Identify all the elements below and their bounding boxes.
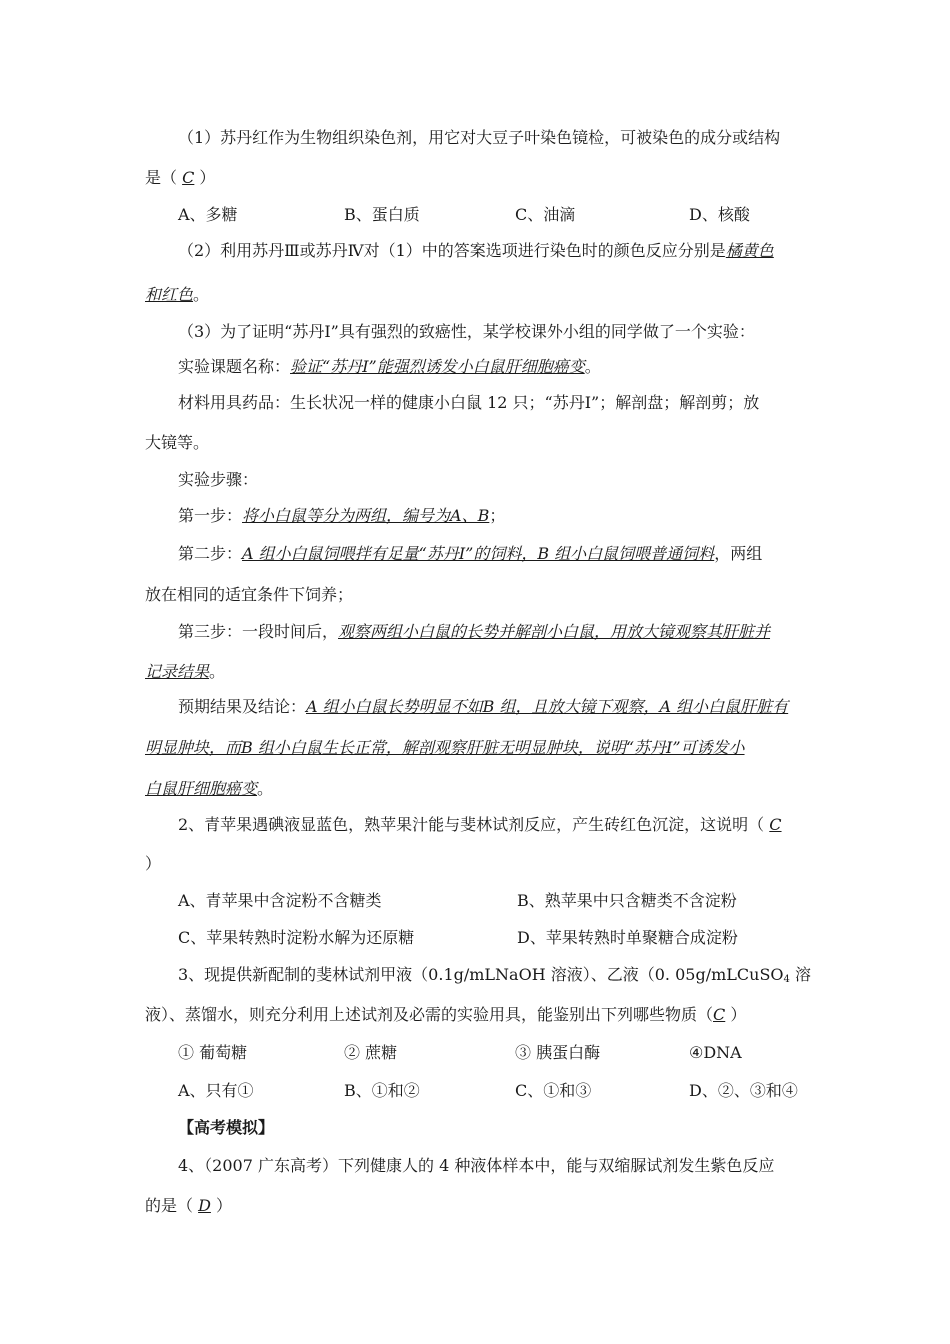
step3-answer-b: 记录结果 [145, 662, 210, 681]
steps-label: 实验步骤： [178, 470, 259, 489]
step2-line1: 第二步：A 组小白鼠饲喂拌有足量“苏丹Ⅰ”的饲料，B 组小白鼠饲喂普通饲料，两组 [178, 544, 763, 563]
step2-line2: 放在相同的适宜条件下饲养； [145, 585, 354, 604]
q2-answer: C [769, 815, 782, 834]
step2-answer: A 组小白鼠饲喂拌有足量“苏丹Ⅰ”的饲料，B 组小白鼠饲喂普通饲料 [242, 544, 715, 563]
result-line3: 白鼠肝细胞癌变。 [145, 779, 274, 798]
q1-option-d: D、核酸 [689, 205, 750, 224]
step3-answer-a: 观察两组小白鼠的长势并解剖小白鼠，用放大镜观察其肝脏并 [338, 622, 771, 641]
materials-line2: 大镜等。 [145, 433, 210, 452]
q2-option-c: C、苹果转熟时淀粉水解为还原糖 [178, 928, 415, 947]
experiment-title-answer: 验证“苏丹Ⅰ”能强烈诱发小白鼠肝细胞癌变 [290, 357, 585, 376]
q2-option-b: B、熟苹果中只含糖类不含淀粉 [517, 891, 737, 910]
section-header: 【高考模拟】 [178, 1118, 275, 1137]
q1-option-b: B、蛋白质 [344, 205, 420, 224]
q1-part2-line1: （2）利用苏丹Ⅲ或苏丹Ⅳ对（1）中的答案选项进行染色时的颜色反应分别是橘黄色 [178, 241, 774, 260]
experiment-title-line: 实验课题名称：验证“苏丹Ⅰ”能强烈诱发小白鼠肝细胞癌变。 [178, 357, 601, 376]
q1-part2-answer-b: 和红色 [145, 285, 194, 304]
q2-option-a: A、青苹果中含淀粉不含糖类 [178, 891, 382, 910]
q1-part1-line1: （1）苏丹红作为生物组织染色剂，用它对大豆子叶染色镜检，可被染色的成分或结构 [178, 128, 781, 147]
q2-line2: ） [145, 854, 162, 873]
q3-line1: 3、现提供新配制的斐林试剂甲液（0.1g/mLNaOH 溶液）、乙液（0. 05g/mLCuSO$_4$ 溶 [178, 965, 811, 985]
q3-option-b: B、①和② [344, 1081, 420, 1100]
result-answer-a: A 组小白鼠长势明显不如B 组，且放大镜下观察，A 组小白鼠肝脏有 [306, 697, 789, 716]
q1-option-c: C、油滴 [515, 205, 576, 224]
q4-answer: D [198, 1196, 211, 1215]
q4-line2: 的是（ D ） [145, 1196, 233, 1215]
result-answer-b: 明显肿块，而B 组小白鼠生长正常，解剖观察肝脏无明显肿块，说明“苏丹Ⅰ”可诱发小 [145, 738, 745, 757]
result-answer-c: 白鼠肝细胞癌变 [145, 779, 258, 798]
step1-answer: 将小白鼠等分为两组，编号为A、B [242, 506, 490, 525]
q1-part2-line2: 和红色。 [145, 285, 210, 304]
q1-part1-line2: 是（ C ） [145, 168, 216, 187]
q2-line1: 2、青苹果遇碘液显蓝色，熟苹果汁能与斐林试剂反应，产生砖红色沉淀，这说明（ C [178, 815, 782, 834]
q3-line2: 液）、蒸馏水，则充分利用上述试剂及必需的实验用具，能鉴别出下列哪些物质（C ） [145, 1005, 747, 1024]
q2-option-d: D、苹果转熟时单聚糖合成淀粉 [517, 928, 738, 947]
q1-part2-answer-a: 橘黄色 [725, 241, 774, 260]
result-line1: 预期结果及结论：A 组小白鼠长势明显不如B 组，且放大镜下观察，A 组小白鼠肝脏有 [178, 697, 789, 716]
q3-item-4: ④DNA [689, 1043, 742, 1062]
q1-option-a: A、多糖 [178, 205, 238, 224]
q3-option-c: C、①和③ [515, 1081, 592, 1100]
q3-item-2: ② 蔗糖 [344, 1043, 398, 1062]
q3-item-3: ③ 胰蛋白酶 [515, 1043, 601, 1062]
result-line2 [145, 737, 745, 759]
q3-option-a: A、只有① [178, 1081, 254, 1100]
q4-line1: 4、（2007 广东高考）下列健康人的 4 种液体样本中，能与双缩脲试剂发生紫色反应 [178, 1156, 775, 1175]
step3-line1: 第三步：一段时间后，观察两组小白鼠的长势并解剖小白鼠，用放大镜观察其肝脏并 [178, 622, 771, 641]
q3-option-d: D、②、③和④ [689, 1081, 798, 1100]
materials-line1: 材料用具药品：生长状况一样的健康小白鼠 12 只；“苏丹Ⅰ”；解剖盘；解剖剪；放 [178, 393, 760, 412]
step1-line: 第一步：将小白鼠等分为两组，编号为A、B； [178, 506, 506, 525]
q3-answer: C [713, 1005, 726, 1024]
q3-item-1: ① 葡萄糖 [178, 1043, 248, 1062]
step3-line2: 记录结果。 [145, 662, 226, 681]
q1-part3-intro: （3）为了证明“苏丹Ⅰ”具有强烈的致癌性，某学校课外小组的同学做了一个实验： [178, 322, 755, 341]
q1-part1-answer: C [182, 168, 195, 187]
